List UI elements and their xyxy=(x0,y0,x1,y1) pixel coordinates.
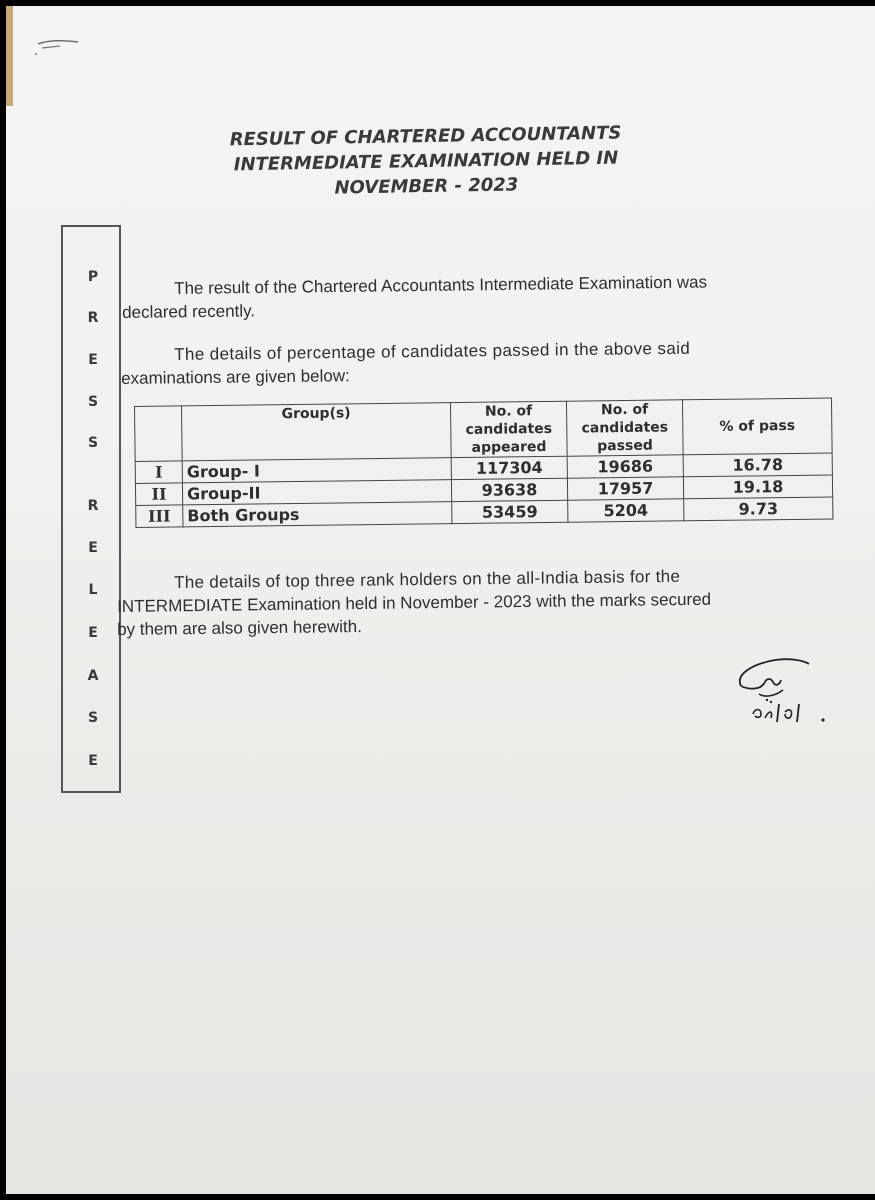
header-percentage xyxy=(682,398,832,455)
row-group: Group- I xyxy=(182,458,451,483)
press-letter: S xyxy=(87,435,99,451)
header-percentage-label: % of pass xyxy=(719,417,796,435)
row-passed: 19686 xyxy=(567,455,683,478)
press-letter: L xyxy=(88,582,98,598)
paper-edge xyxy=(6,6,13,106)
row-passed: 5204 xyxy=(568,499,684,522)
title-line-1: RESULT OF CHARTERED ACCOUNTANTS xyxy=(229,122,622,151)
press-letter: S xyxy=(87,394,99,410)
press-letter: E xyxy=(88,625,98,641)
paragraph-3-line-2: INTERMEDIATE Examination held in November - 2023 with the marks secured xyxy=(117,589,712,616)
paragraph-2-line-1: The details of percentage of candidates passed in the above said xyxy=(174,338,691,364)
press-letter: P xyxy=(87,269,99,285)
results-table xyxy=(134,397,833,528)
row-percentage: 19.18 xyxy=(683,475,832,499)
press-letter: R xyxy=(87,310,99,326)
corner-mark-icon xyxy=(34,28,94,58)
press-letter: E xyxy=(88,540,98,556)
header-serial xyxy=(135,406,183,462)
press-letter: A xyxy=(87,668,99,684)
paragraph-3-line-1: The details of top three rank holders on the all-India basis for the xyxy=(174,566,681,592)
paragraph-1-line-1: The result of the Chartered Accountants Intermediate Examination was xyxy=(174,272,708,298)
row-serial: II xyxy=(135,483,182,506)
row-passed: 17957 xyxy=(567,477,683,500)
press-letter: E xyxy=(88,753,98,769)
row-percentage: 16.78 xyxy=(683,453,832,477)
row-group: Both Groups xyxy=(183,502,452,527)
press-letter: R xyxy=(87,498,99,514)
paragraph-1-line-2: declared recently. xyxy=(122,301,256,322)
header-passed-line: candidates xyxy=(581,419,669,437)
row-serial: III xyxy=(136,505,183,528)
row-appeared: 93638 xyxy=(451,478,567,501)
title-line-3: NOVEMBER - 2023 xyxy=(334,174,519,199)
document-page xyxy=(6,6,875,1194)
header-appeared xyxy=(450,401,567,457)
header-appeared-line: candidates xyxy=(465,420,553,438)
row-group: Group-II xyxy=(182,480,451,505)
table-header-row xyxy=(135,398,833,462)
handwritten-signature-icon xyxy=(731,634,841,734)
paragraph-2-line-2: examinations are given below: xyxy=(121,366,350,388)
press-letter: S xyxy=(87,710,99,726)
header-passed-line: No. of xyxy=(600,401,649,419)
header-group-label: Group(s) xyxy=(281,405,351,423)
row-appeared: 117304 xyxy=(451,456,567,479)
header-appeared-line: No. of xyxy=(484,403,533,420)
press-letter: E xyxy=(88,352,98,368)
row-serial: I xyxy=(135,461,182,484)
title-line-2: INTERMEDIATE EXAMINATION HELD IN xyxy=(233,147,619,176)
row-percentage: 9.73 xyxy=(684,497,833,521)
header-passed-line: passed xyxy=(597,437,653,455)
paragraph-3-line-3: by them are also given herewith. xyxy=(117,617,362,639)
document-title xyxy=(175,120,676,204)
header-group xyxy=(182,403,452,461)
header-appeared-line: appeared xyxy=(471,438,547,456)
header-passed xyxy=(566,400,683,456)
row-appeared: 53459 xyxy=(452,500,568,523)
press-release-sidebar xyxy=(61,225,121,793)
